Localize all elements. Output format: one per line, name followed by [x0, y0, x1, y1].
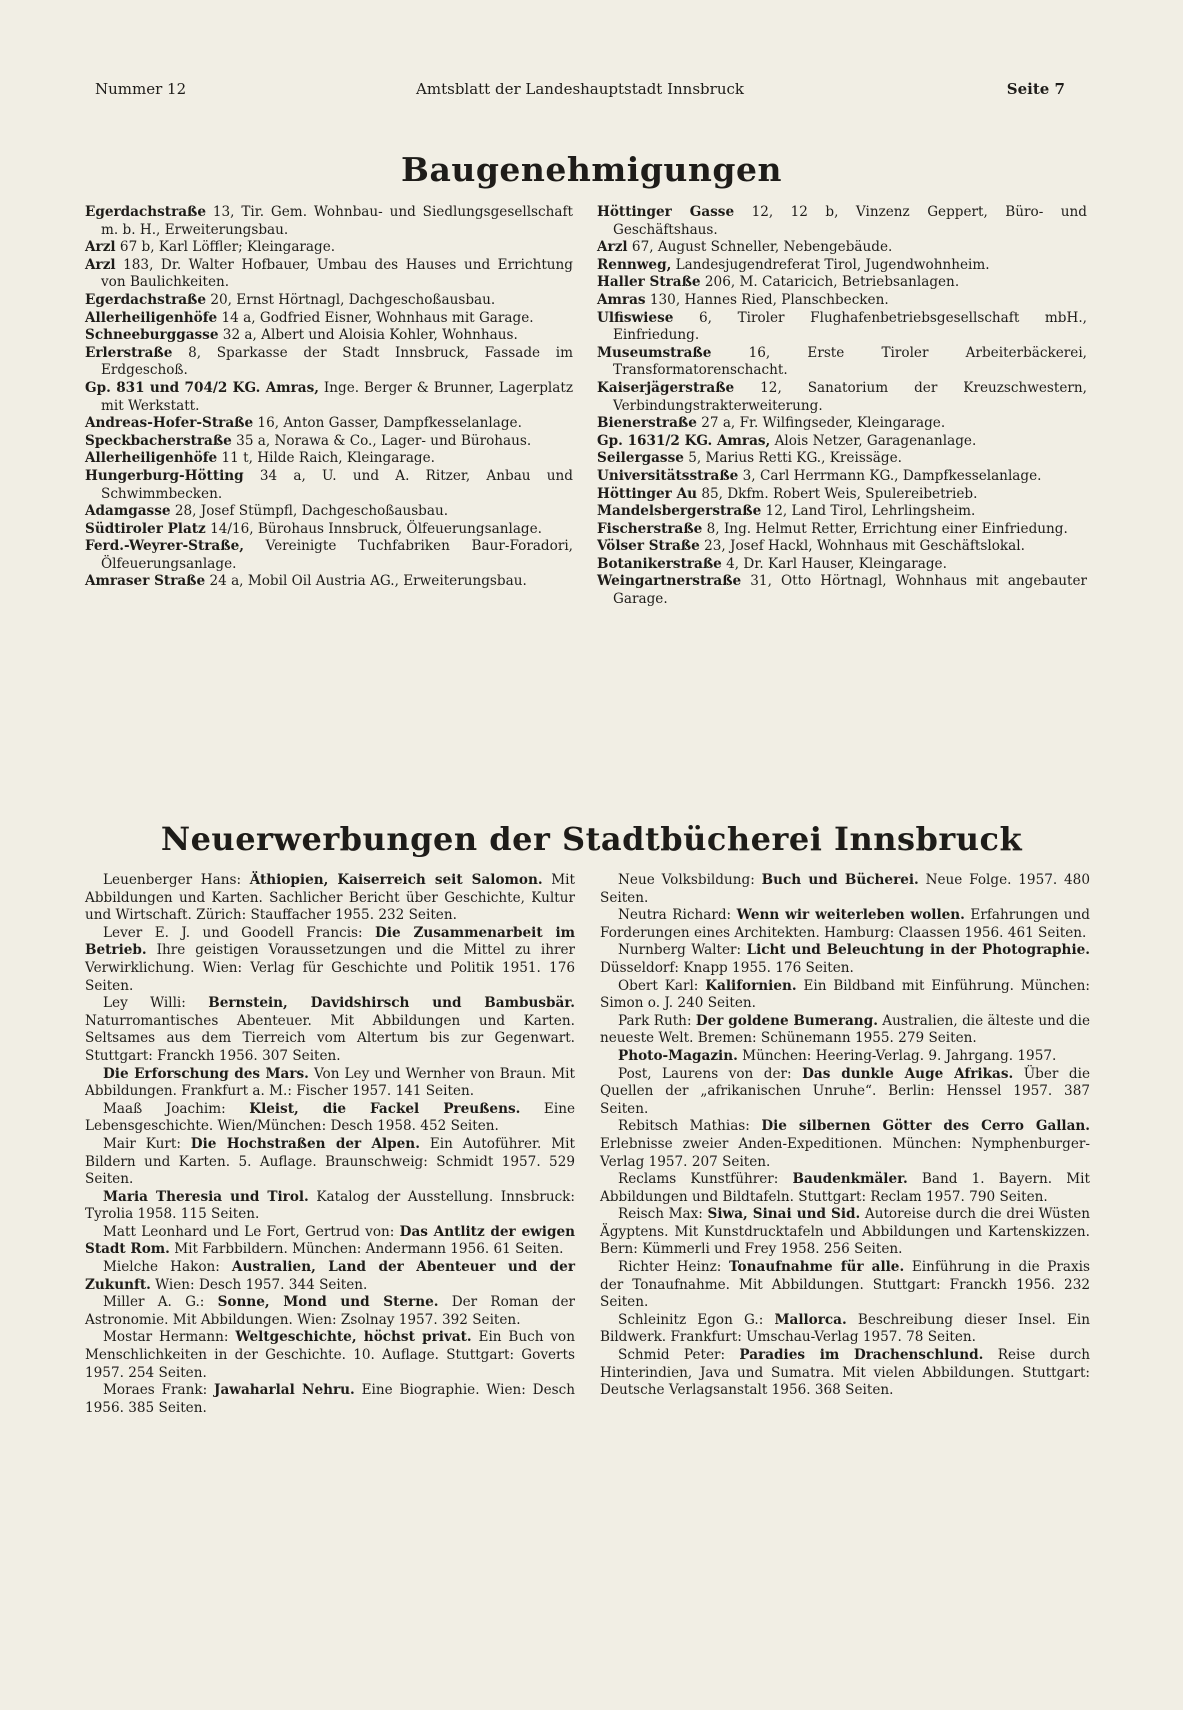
- book-entry: [600, 1118, 1090, 1171]
- book-details: Autoreise durch die drei Wüsten Ägyptens. Mit Kunstdrucktafeln und Abbildungen und Kartenskizzen. Bern: Kümmerli und Frey 1958. 256 Seiten.: [600, 1206, 1091, 1258]
- book-author: Mostar Hermann:: [103, 1329, 236, 1346]
- acquisitions-left-column: [85, 872, 575, 1417]
- book-entry: [600, 1048, 1090, 1066]
- permit-entry: [597, 415, 1087, 433]
- book-author: Richter Heinz:: [618, 1259, 729, 1276]
- book-title: Tonaufnahme für alle.: [729, 1259, 905, 1276]
- permit-details: 6, Tiroler Flughafenbetriebsgesellschaft mbH., Einfriedung.: [613, 309, 1087, 344]
- permit-street: Arzl: [85, 239, 116, 256]
- book-title: Der goldene Bumerang.: [695, 1012, 878, 1029]
- permit-details: 67, August Schneller, Nebengebäude.: [627, 239, 893, 256]
- book-title: Photo-Magazin.: [618, 1047, 738, 1064]
- permit-details: 3, Carl Herrmann KG., Dampfkesselanlage.: [738, 467, 1042, 484]
- permit-street: Gp. 1631/2 KG. Amras,: [597, 432, 771, 449]
- permit-entry: [597, 556, 1087, 574]
- permit-details: 35 a, Norawa & Co., Lager- und Bürohaus.: [231, 432, 532, 449]
- permit-details: 5, Marius Retti KG., Kreissäge.: [683, 450, 902, 467]
- book-entry: [600, 872, 1090, 907]
- permit-street: Amraser Straße: [85, 573, 206, 590]
- book-title: Australien, Land der Abenteuer und der Zukunft.: [85, 1259, 575, 1293]
- permit-street: Gp. 831 und 704/2 KG. Amras,: [85, 379, 319, 396]
- permit-details: 13, Tir. Gem. Wohnbau- und Siedlungsgesellschaft m. b. H., Erweiterungsbau.: [101, 204, 573, 238]
- permit-details: 8, Ing. Helmut Retter, Errichtung einer Einfriedung.: [702, 520, 1068, 537]
- permit-street: Erlerstraße: [85, 344, 173, 361]
- permit-entry: [597, 433, 1087, 451]
- permit-street: Südtiroler Platz: [85, 520, 206, 537]
- book-details: Reise durch Hinterindien, Java und Sumatra. Mit vielen Abbildungen. Stuttgart: Deutsche Verlagsanstalt 1956. 368 Seiten.: [600, 1347, 1090, 1399]
- book-entry: [600, 1259, 1090, 1312]
- permit-details: 24 a, Mobil Oil Austria AG., Erweiterungsbau.: [205, 573, 527, 590]
- permit-street: Egerdachstraße: [85, 291, 207, 308]
- book-title: Die Zusammenarbeit im Betrieb.: [85, 924, 575, 959]
- book-author: Lever E. J. und Goodell Francis:: [103, 924, 376, 941]
- book-title: Baudenkmäler.: [792, 1171, 908, 1188]
- permit-street: Ferd.-Weyrer-Straße,: [85, 538, 244, 555]
- book-entry: [85, 1101, 575, 1136]
- permit-entry: [597, 503, 1087, 521]
- book-details: Ihre geistigen Voraussetzungen und die Mittel zu ihrer Verwirklichung. Wien: Verlag für Geschichte und Politik 1951. 176 Seiten.: [85, 942, 575, 994]
- permit-entry: [85, 239, 573, 257]
- permit-entry: [85, 310, 573, 328]
- book-details: Naturromantisches Abenteuer. Mit Abbildungen und Karten. Seltsames aus dem Tierreich vom Altertum bis zur Gegenwart. Stuttgart: Franckh 1956. 307 Seiten.: [85, 1012, 575, 1064]
- acquisitions-right-column: [600, 872, 1090, 1400]
- permit-street: Haller Straße: [597, 274, 701, 291]
- permit-street: Bienerstraße: [597, 415, 697, 432]
- permit-entry: [85, 538, 573, 573]
- book-entry: [600, 978, 1090, 1013]
- permit-street: Allerheiligenhöfe: [85, 450, 218, 467]
- permit-details: 32 a, Albert und Aloisia Kohler, Wohnhaus.: [218, 327, 518, 344]
- book-details: Der Roman der Astronomie. Mit Abbildungen. Wien: Zsolnay 1957. 392 Seiten.: [85, 1294, 575, 1328]
- permit-details: 183, Dr. Walter Hofbauer, Umbau des Hauses und Errichtung von Baulichkeiten.: [101, 256, 573, 291]
- permit-entry: [85, 433, 573, 451]
- book-details: Eine Biographie. Wien: Desch 1956. 385 Seiten.: [85, 1382, 575, 1416]
- book-entry: [85, 1224, 575, 1259]
- issue-number: Nummer 12: [95, 80, 187, 98]
- book-title: Licht und Beleuchtung in der Photographie.: [746, 942, 1090, 959]
- book-title: Die Hochstraßen der Alpen.: [190, 1135, 420, 1152]
- permit-street: Mandelsbergerstraße: [597, 503, 762, 520]
- permit-details: Landesjugendreferat Tirol, Jugendwohnheim.: [671, 256, 990, 273]
- permit-entry: [85, 292, 573, 310]
- book-author: Reisch Max:: [618, 1206, 708, 1223]
- permit-street: Höttinger Au: [597, 485, 697, 502]
- permit-entry: [597, 204, 1087, 239]
- page-number: Seite 7: [1006, 80, 1065, 98]
- permit-details: 20, Ernst Hörtnagl, Dachgeschoßausbau.: [206, 291, 496, 308]
- permit-details: 8, Sparkasse der Stadt Innsbruck, Fassade im Erdgeschoß.: [101, 344, 573, 379]
- book-details: Erfahrungen und Forderungen eines Architekten. Hamburg: Claassen 1956. 461 Seiten.: [600, 907, 1090, 941]
- book-title: Siwa, Sinai und Sid.: [707, 1206, 861, 1223]
- book-title: Bernstein, Davidshirsch und Bambusbär.: [208, 995, 575, 1012]
- book-entry: [600, 1013, 1090, 1048]
- permit-street: Botanikerstraße: [597, 555, 722, 572]
- permit-details: 12, Sanatorium der Kreuzschwestern, Verbindungstrakterweiterung.: [613, 379, 1087, 414]
- book-details: Von Ley und Wernher von Braun. Mit Abbildungen. Frankfurt a. M.: Fischer 1957. 141 Seiten.: [85, 1065, 575, 1100]
- book-entry: [85, 1259, 575, 1294]
- book-title: Äthiopien, Kaiserreich seit Salomon.: [249, 872, 543, 888]
- permit-street: Weingartnerstraße: [597, 573, 742, 590]
- permit-entry: [597, 573, 1087, 608]
- permit-entry: [597, 468, 1087, 486]
- permit-entry: [597, 310, 1087, 345]
- book-entry: [85, 995, 575, 1065]
- permit-entry: [597, 257, 1087, 275]
- permit-entry: [85, 345, 573, 380]
- book-details: Wien: Desch 1957. 344 Seiten.: [150, 1276, 368, 1293]
- book-details: Mit Farbbildern. München: Andermann 1956. 61 Seiten.: [169, 1241, 564, 1258]
- permit-entry: [597, 538, 1087, 556]
- permit-details: 4, Dr. Karl Hauser, Kleingarage.: [721, 555, 947, 572]
- book-entry: [85, 1136, 575, 1189]
- book-entry: [85, 1329, 575, 1382]
- book-details: Katalog der Ausstellung. Innsbruck: Tyrolia 1958. 115 Seiten.: [85, 1188, 576, 1223]
- book-details: Ein Bildband mit Einführung. München: Simon o. J. 240 Seiten.: [600, 977, 1090, 1012]
- permit-details: 31, Otto Hörtnagl, Wohnhaus mit angebauter Garage.: [613, 573, 1087, 608]
- permit-entry: [85, 573, 573, 591]
- permit-details: 34 a, U. und A. Ritzer, Anbau und Schwimmbecken.: [101, 467, 573, 502]
- book-author: Schmid Peter:: [618, 1347, 740, 1364]
- permit-street: Rennweg,: [597, 256, 672, 273]
- book-details: Düsseldorf: Knapp 1955. 176 Seiten.: [600, 959, 854, 976]
- neuerwerbungen-heading: Neuerwerbungen der Stadtbücherei Innsbruck: [160, 820, 1023, 858]
- book-author: Obert Karl:: [618, 977, 706, 994]
- book-entry: [85, 1066, 575, 1101]
- book-details: Eine Lebensgeschichte. Wien/München: Desch 1958. 452 Seiten.: [85, 1100, 575, 1135]
- permit-street: Seilergasse: [597, 450, 684, 467]
- permit-street: Allerheiligenhöfe: [85, 309, 218, 326]
- permit-street: Arzl: [85, 256, 116, 273]
- book-title: Das dunkle Auge Afrikas.: [802, 1065, 1014, 1082]
- permit-details: 23, Josef Hackl, Wohnhaus mit Geschäftslokal.: [699, 538, 1025, 555]
- book-details: Erlebnisse zweier Anden-Expeditionen. München: Nymphenburger-Verlag 1957. 207 Seiten.: [600, 1135, 1090, 1170]
- permit-details: 12, 12 b, Vinzenz Geppert, Büro- und Geschäftshaus.: [613, 204, 1088, 238]
- permit-details: 12, Land Tirol, Lehrlingsheim.: [761, 503, 976, 520]
- permit-details: 67 b, Karl Löffler; Kleingarage.: [115, 239, 336, 256]
- book-details: Ein Autoführer. Mit Bildern und Karten. 5. Auflage. Braunschweig: Schmidt 1957. 529 Seiten.: [85, 1135, 575, 1188]
- book-details: Einführung in die Praxis der Tonaufnahme. Mit Abbildungen. Stuttgart: Franckh 1956. 232 Seiten.: [600, 1259, 1090, 1311]
- permit-street: Arzl: [597, 239, 628, 256]
- permits-right-column: [597, 204, 1087, 609]
- permit-street: Völser Straße: [597, 538, 700, 555]
- book-details: Über die Quellen der „afrikanischen Unruhe“. Berlin: Henssel 1957. 387 Seiten.: [600, 1065, 1090, 1117]
- book-title: Sonne, Mond und Sterne.: [217, 1294, 439, 1311]
- permit-street: Andreas-Hofer-Straße: [85, 415, 254, 432]
- permit-details: Vereinigte Tuchfabriken Baur-Foradori, Ölfeuerungsanlage.: [101, 538, 573, 572]
- book-author: Schleinitz Egon G.:: [618, 1311, 775, 1328]
- book-author: Matt Leonhard und Le Fort, Gertrud von:: [103, 1223, 400, 1240]
- permit-details: 16, Anton Gasser, Dampfkesselanlage.: [253, 415, 522, 432]
- permit-street: Adamgasse: [85, 503, 171, 520]
- book-details: Australien, die älteste und die neueste Welt. Bremen: Schünemann 1955. 279 Seiten.: [600, 1012, 1090, 1047]
- permit-street: Hungerburg-Hötting: [85, 467, 244, 484]
- book-title: Paradies im Drachenschlund.: [739, 1347, 984, 1364]
- permits-left-column: [85, 204, 573, 591]
- permit-details: 11 t, Hilde Raich, Kleingarage.: [217, 450, 436, 467]
- book-entry: [600, 1171, 1090, 1206]
- permit-details: 27 a, Fr. Wilfingseder, Kleingarage.: [696, 415, 946, 432]
- permit-entry: [597, 521, 1087, 539]
- book-entry: [85, 1382, 575, 1417]
- permit-details: Alois Netzer, Garagenanlage.: [770, 432, 977, 449]
- book-details: Neue Folge. 1957. 480 Seiten.: [600, 872, 1090, 906]
- book-author: Neutra Richard:: [618, 907, 737, 924]
- permit-entry: [597, 274, 1087, 292]
- permit-street: Amras: [597, 291, 646, 308]
- book-author: Nurnberg Walter:: [618, 942, 747, 959]
- permit-street: Höttinger Gasse: [597, 204, 735, 220]
- permit-entry: [85, 450, 573, 468]
- book-author: Rebitsch Mathias:: [618, 1118, 762, 1135]
- book-author: Miller A. G.:: [103, 1294, 218, 1311]
- permit-details: 16, Erste Tiroler Arbeiterbäckerei, Transformatorenschacht.: [613, 344, 1087, 379]
- permit-street: Ulfiswiese: [597, 309, 674, 326]
- permit-entry: [597, 380, 1087, 415]
- book-details: Beschreibung dieser Insel. Ein Bildwerk. Frankfurt: Umschau-Verlag 1957. 78 Seiten.: [600, 1311, 1091, 1346]
- book-author: Neue Volksbildung:: [618, 872, 762, 888]
- permit-entry: [85, 521, 573, 539]
- permit-entry: [85, 380, 573, 415]
- book-title: Kalifornien.: [705, 977, 797, 994]
- book-entry: [600, 942, 1090, 977]
- permit-details: 14/16, Bürohaus Innsbruck, Ölfeuerungsanlage.: [205, 520, 542, 537]
- permit-street: Museumstraße: [597, 344, 712, 361]
- permit-details: 130, Hannes Ried, Planschbecken.: [645, 291, 889, 308]
- book-entry: [85, 925, 575, 995]
- permit-street: Universitätsstraße: [597, 467, 739, 484]
- permit-details: 14 a, Godfried Eisner, Wohnhaus mit Garage.: [217, 309, 534, 326]
- book-entry: [600, 907, 1090, 942]
- book-title: Das Antlitz der ewigen Stadt Rom.: [85, 1223, 575, 1258]
- book-entry: [600, 1206, 1090, 1259]
- book-title: Mallorca.: [774, 1311, 847, 1328]
- permit-entry: [85, 468, 573, 503]
- book-author: Mair Kurt:: [103, 1135, 191, 1152]
- book-details: Band 1. Bayern. Mit Abbildungen und Bildtafeln. Stuttgart: Reclam 1957. 790 Seiten.: [600, 1171, 1090, 1205]
- permit-street: Kaiserjägerstraße: [597, 379, 735, 396]
- permit-details: Inge. Berger & Brunner, Lagerplatz mit Werkstatt.: [101, 379, 573, 414]
- permit-entry: [85, 415, 573, 433]
- book-title: Weltgeschichte, höchst privat.: [235, 1329, 472, 1346]
- book-entry: [600, 1066, 1090, 1119]
- book-author: Maaß Joachim:: [103, 1100, 250, 1117]
- book-entry: [600, 1312, 1090, 1347]
- baugenehmigungen-heading: Baugenehmigungen: [401, 150, 782, 189]
- permit-street: Egerdachstraße: [85, 204, 207, 220]
- book-author: Leuenberger Hans:: [103, 872, 250, 888]
- book-title: Jawaharlal Nehru.: [214, 1382, 355, 1399]
- book-title: Die silbernen Götter des Cerro Gallan.: [761, 1118, 1091, 1135]
- permit-street: Fischerstraße: [597, 520, 703, 537]
- book-title: Buch und Bücherei.: [761, 872, 919, 888]
- book-details: München: Heering-Verlag. 9. Jahrgang. 1957.: [737, 1047, 1057, 1064]
- permit-entry: [597, 486, 1087, 504]
- book-author: Reclams Kunstführer:: [618, 1171, 793, 1188]
- permit-entry: [85, 204, 573, 239]
- permit-details: 85, Dkfm. Robert Weis, Spulereibetrieb.: [697, 485, 978, 502]
- book-author: Ley Willi:: [103, 995, 209, 1012]
- book-entry: [85, 1189, 575, 1224]
- permit-entry: [597, 292, 1087, 310]
- book-entry: [85, 872, 575, 925]
- permit-street: Speckbacherstraße: [85, 432, 232, 449]
- permit-street: Schneeburggasse: [85, 327, 219, 344]
- book-title: Kleist, die Fackel Preußens.: [249, 1100, 521, 1117]
- permit-entry: [597, 450, 1087, 468]
- book-details: Ein Buch von Menschlichkeiten in der Geschichte. 10. Auflage. Stuttgart: Goverts 1957. 254 Seiten.: [85, 1329, 575, 1381]
- publication-title: Amtsblatt der Landeshauptstadt Innsbruck: [416, 80, 744, 98]
- book-author: Park Ruth:: [618, 1012, 696, 1029]
- permit-details: 206, M. Cataricich, Betriebsanlagen.: [700, 274, 960, 291]
- permit-entry: [597, 345, 1087, 380]
- book-details: Mit Abbildungen und Karten. Sachlicher Bericht über Geschichte, Kultur und Wirtschaft. Zürich: Stauffacher 1955. 232 Seiten.: [85, 872, 575, 924]
- book-entry: [85, 1294, 575, 1329]
- permit-entry: [85, 257, 573, 292]
- permit-entry: [85, 503, 573, 521]
- book-author: Mielche Hakon:: [103, 1259, 232, 1276]
- book-author: Moraes Frank:: [103, 1382, 215, 1399]
- permit-entry: [597, 239, 1087, 257]
- permit-details: 28, Josef Stümpfl, Dachgeschoßausbau.: [170, 503, 449, 520]
- book-title: Die Erforschung des Mars.: [103, 1065, 309, 1082]
- book-title: Maria Theresia und Tirol.: [103, 1188, 309, 1205]
- book-author: Post, Laurens von der:: [618, 1065, 803, 1082]
- book-entry: [600, 1347, 1090, 1400]
- permit-entry: [85, 327, 573, 345]
- book-title: Wenn wir weiterleben wollen.: [736, 907, 965, 924]
